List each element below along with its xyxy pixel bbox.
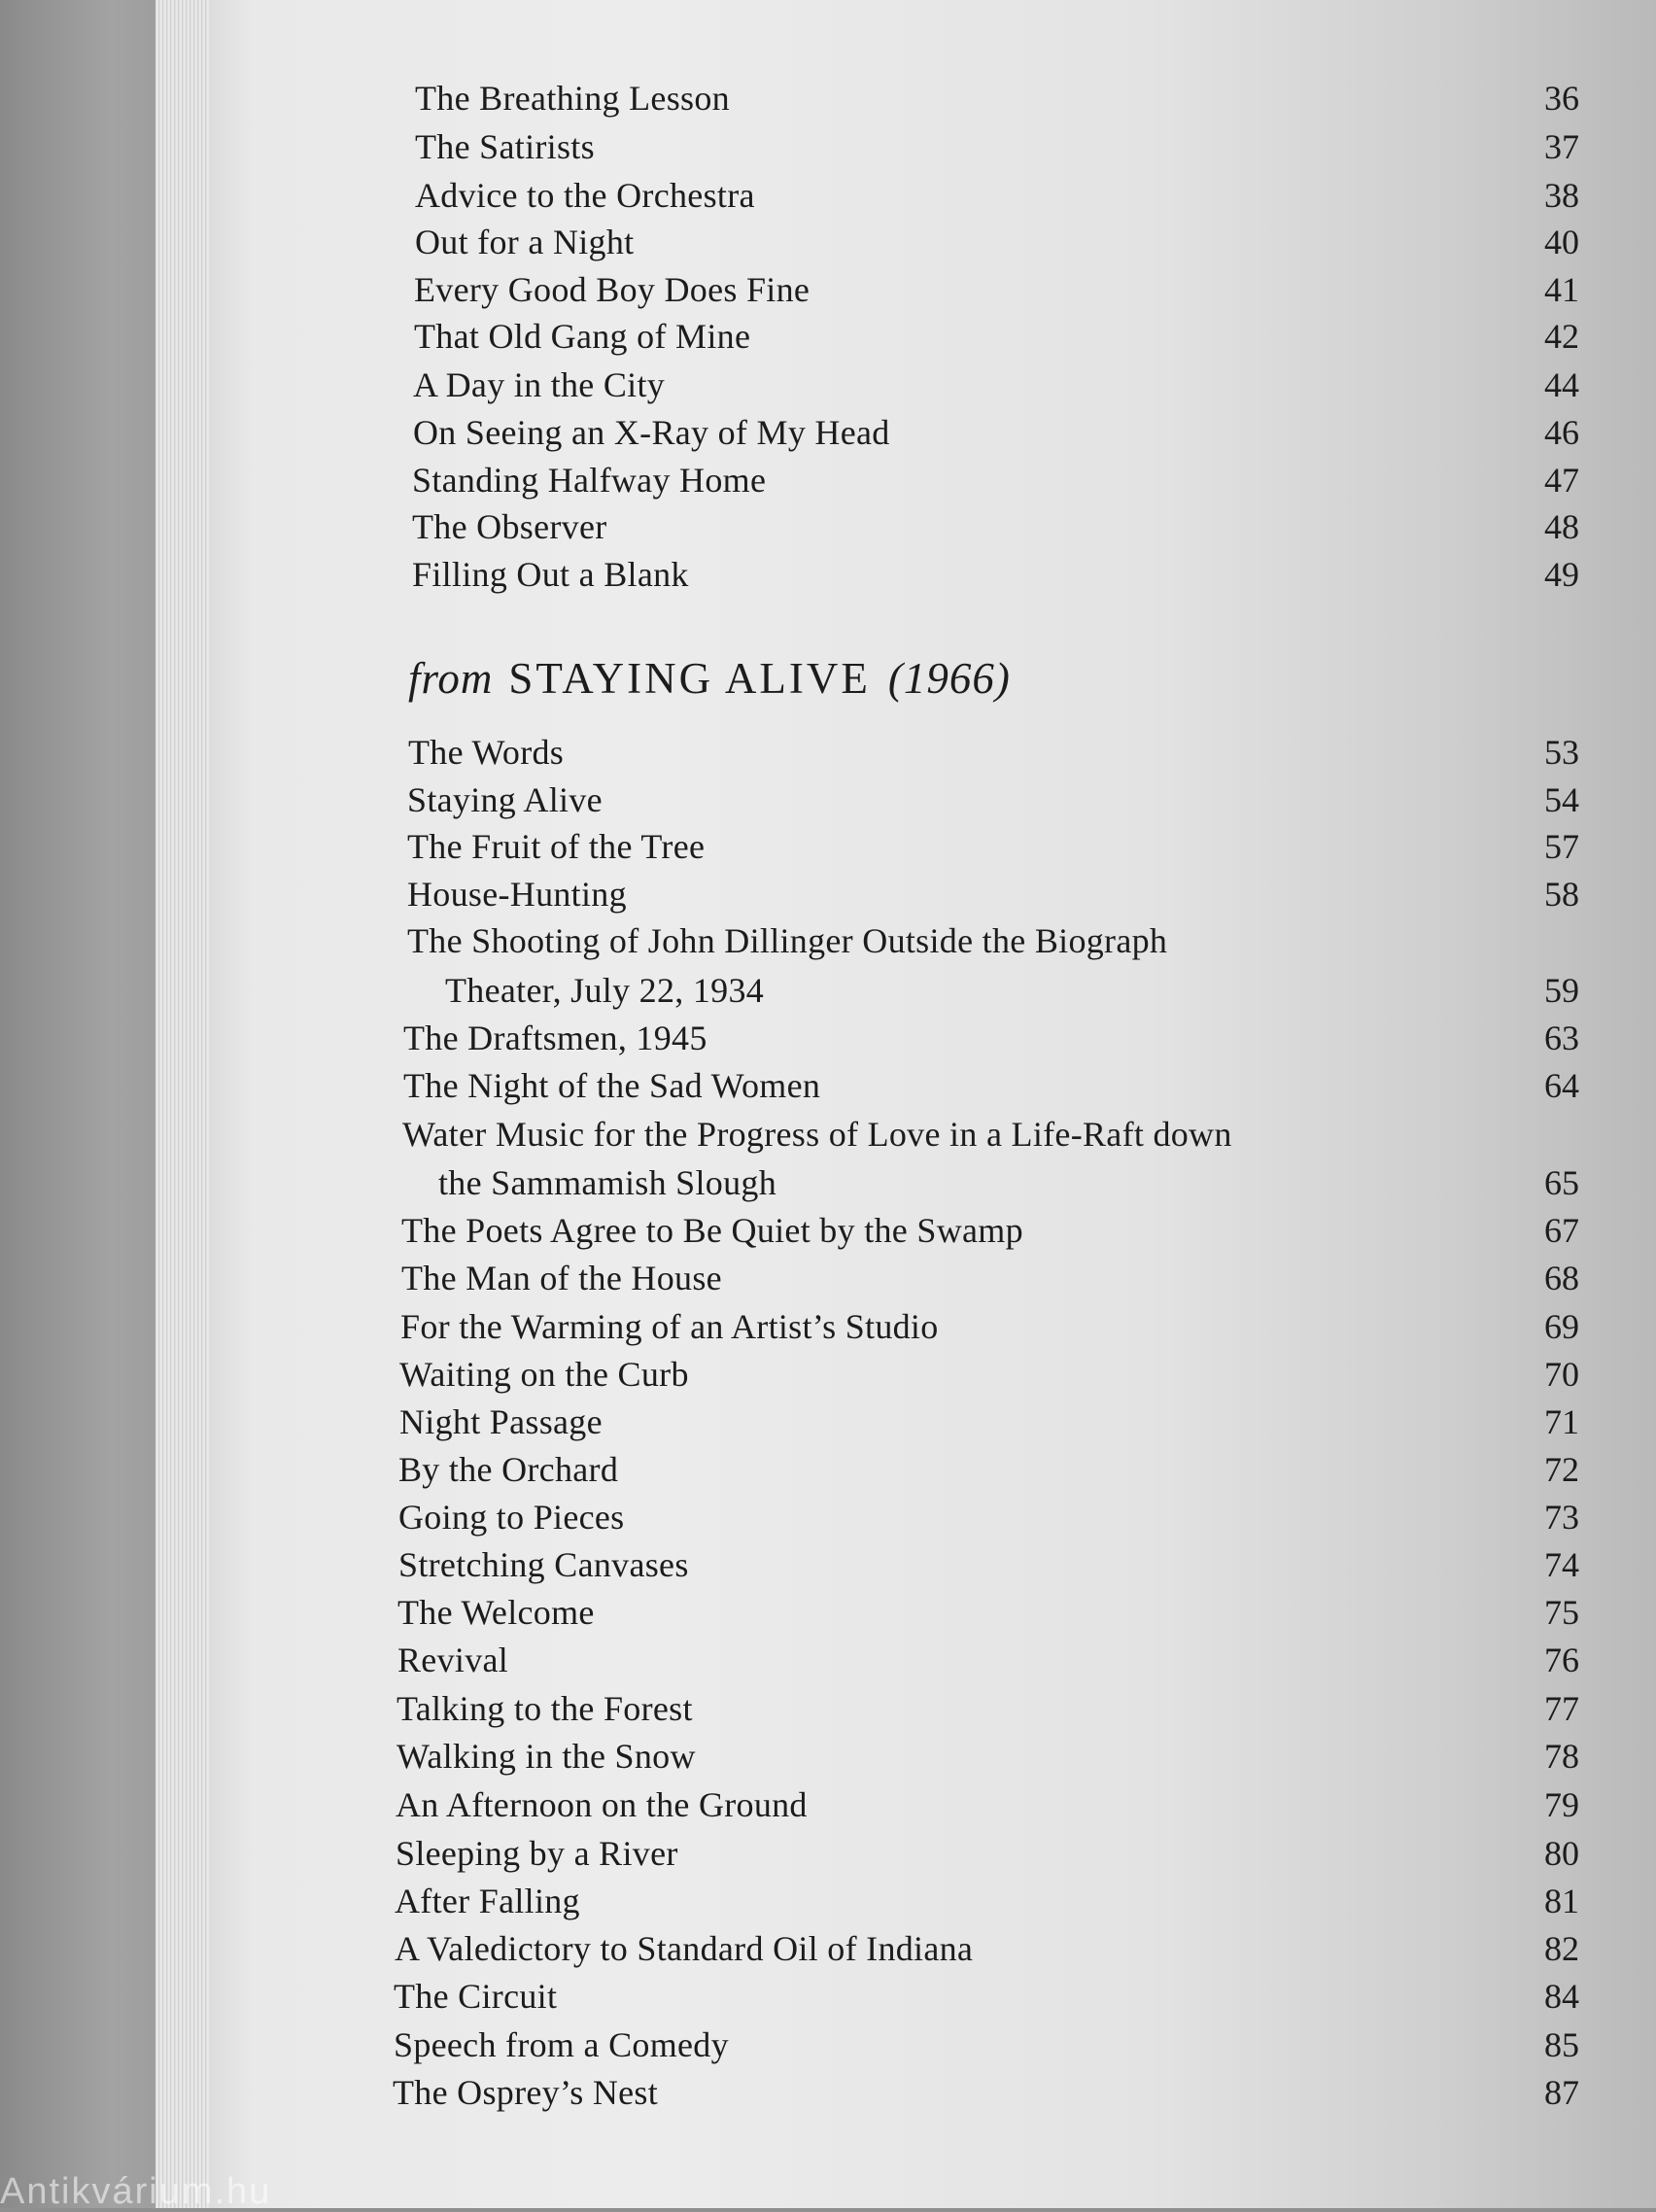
toc-entry-title: For the Warming of an Artist’s Studio bbox=[400, 1307, 939, 1346]
toc-entry-title: The Shooting of John Dillinger Outside the Biograph bbox=[407, 921, 1168, 960]
toc-entry-title: Advice to the Orchestra bbox=[415, 176, 755, 215]
section-heading bbox=[408, 649, 1011, 708]
toc-entry-title: The Satirists bbox=[415, 127, 595, 166]
toc-entry-page-number: 85 bbox=[1544, 2025, 1579, 2064]
toc-entry-page-number: 79 bbox=[1544, 1785, 1579, 1824]
toc-entry bbox=[209, 1782, 1656, 1827]
toc-entry-title: House-Hunting bbox=[407, 875, 627, 914]
toc-entry-page-number: 53 bbox=[1544, 733, 1579, 772]
toc-entry-title: Night Passage bbox=[399, 1402, 603, 1441]
toc-entry bbox=[209, 1831, 1656, 1876]
toc-entry-page-number: 76 bbox=[1544, 1641, 1579, 1679]
toc-entry-page-number: 44 bbox=[1544, 365, 1579, 404]
toc-entry bbox=[209, 552, 1656, 597]
toc-entry bbox=[209, 314, 1656, 359]
toc-entry-page-number: 67 bbox=[1544, 1211, 1579, 1250]
toc-entry-page-number: 75 bbox=[1544, 1593, 1579, 1632]
toc-entry-title: The Osprey’s Nest bbox=[393, 2073, 659, 2112]
toc-entry-title: The Welcome bbox=[397, 1593, 595, 1632]
watermark: Antikvárium.hu bbox=[0, 2171, 272, 2212]
toc-entry-page-number: 63 bbox=[1544, 1019, 1579, 1057]
toc-entry bbox=[209, 1160, 1656, 1205]
toc-entry-title: The Man of the House bbox=[401, 1259, 722, 1297]
toc-entry bbox=[209, 1447, 1656, 1492]
section-year: (1966) bbox=[887, 654, 1011, 703]
toc-entry-page-number: 37 bbox=[1544, 127, 1579, 166]
toc-entry bbox=[209, 1879, 1656, 1923]
toc-entry-page-number: 82 bbox=[1544, 1929, 1579, 1968]
toc-entry bbox=[209, 968, 1656, 1013]
toc-entry-page-number: 81 bbox=[1544, 1882, 1579, 1920]
toc-entry-title: Every Good Boy Does Fine bbox=[414, 270, 811, 309]
toc-entry-page-number: 87 bbox=[1544, 2073, 1579, 2112]
toc-entry bbox=[209, 1016, 1656, 1060]
toc-entry-title: The Poets Agree to Be Quiet by the Swamp bbox=[401, 1211, 1023, 1250]
toc-entry-title: The Observer bbox=[412, 507, 607, 546]
toc-entry-title: Revival bbox=[397, 1641, 509, 1679]
toc-entry-title: Talking to the Forest bbox=[397, 1689, 693, 1728]
toc-entry-page-number: 69 bbox=[1544, 1307, 1579, 1346]
toc-entry-page-number: 36 bbox=[1544, 79, 1579, 118]
toc-entry bbox=[209, 410, 1656, 455]
toc-entry bbox=[209, 1256, 1656, 1300]
toc-entry-page-number: 65 bbox=[1544, 1163, 1579, 1202]
toc-entry-title: That Old Gang of Mine bbox=[414, 317, 751, 356]
book-page bbox=[209, 0, 1656, 2208]
toc-entry-page-number: 80 bbox=[1544, 1834, 1579, 1873]
toc-entry bbox=[209, 267, 1656, 312]
toc-entry-title: the Sammamish Slough bbox=[438, 1163, 776, 1202]
toc-entry bbox=[209, 1208, 1656, 1253]
toc-entry-title: Waiting on the Curb bbox=[399, 1355, 689, 1394]
section-title: STAYING ALIVE bbox=[508, 654, 871, 703]
toc-entry-title: A Day in the City bbox=[413, 365, 666, 404]
toc-entry-page-number: 68 bbox=[1544, 1259, 1579, 1297]
toc-entry bbox=[209, 2070, 1656, 2115]
toc-entry-title: Sleeping by a River bbox=[396, 1834, 678, 1873]
toc-entry-page-number: 40 bbox=[1544, 223, 1579, 261]
toc-entry-title: The Breathing Lesson bbox=[415, 79, 730, 118]
toc-entry-page-number: 58 bbox=[1544, 875, 1579, 914]
toc-entry-page-number: 57 bbox=[1544, 827, 1579, 866]
toc-entry bbox=[209, 1304, 1656, 1349]
toc-entry-page-number: 42 bbox=[1544, 317, 1579, 356]
toc-entry bbox=[209, 1686, 1656, 1731]
toc-entry bbox=[209, 1063, 1656, 1108]
toc-entry bbox=[209, 824, 1656, 869]
toc-entry bbox=[209, 1974, 1656, 2019]
toc-entry bbox=[209, 124, 1656, 169]
toc-entry bbox=[209, 1590, 1656, 1635]
toc-entry-page-number: 64 bbox=[1544, 1066, 1579, 1105]
toc-entry-page-number: 70 bbox=[1544, 1355, 1579, 1394]
toc-entry-title: The Circuit bbox=[394, 1977, 558, 2016]
toc-entry-title: By the Orchard bbox=[398, 1450, 619, 1489]
toc-entry-title: Water Music for the Progress of Love in a Life-Raft down bbox=[402, 1115, 1232, 1154]
toc-entry-page-number: 46 bbox=[1544, 413, 1579, 452]
toc-entry-page-number: 72 bbox=[1544, 1450, 1579, 1489]
toc-entry bbox=[209, 504, 1656, 549]
toc-entry-page-number: 73 bbox=[1544, 1498, 1579, 1537]
toc-entry-page-number: 41 bbox=[1544, 270, 1579, 309]
table-of-contents bbox=[209, 0, 1656, 2208]
toc-entry-page-number: 49 bbox=[1544, 555, 1579, 594]
toc-entry-title: On Seeing an X-Ray of My Head bbox=[413, 413, 890, 452]
toc-entry-page-number: 48 bbox=[1544, 507, 1579, 546]
toc-entry bbox=[209, 1495, 1656, 1539]
toc-entry bbox=[209, 1352, 1656, 1397]
toc-entry-title: Staying Alive bbox=[407, 780, 603, 819]
toc-entry bbox=[209, 872, 1656, 916]
toc-entry-title: Speech from a Comedy bbox=[394, 2025, 729, 2064]
toc-entry bbox=[209, 173, 1656, 218]
toc-entry-title: A Valedictory to Standard Oil of Indiana bbox=[395, 1929, 974, 1968]
toc-entry-title: Stretching Canvases bbox=[398, 1545, 689, 1584]
toc-entry-page-number: 38 bbox=[1544, 176, 1579, 215]
toc-entry bbox=[209, 1734, 1656, 1779]
toc-entry-page-number: 47 bbox=[1544, 461, 1579, 500]
toc-entry bbox=[209, 1112, 1656, 1157]
toc-entry bbox=[209, 458, 1656, 502]
toc-entry-title: Walking in the Snow bbox=[397, 1737, 696, 1776]
toc-entry-page-number: 71 bbox=[1544, 1402, 1579, 1441]
toc-entry bbox=[209, 76, 1656, 121]
toc-entry bbox=[209, 730, 1656, 775]
toc-entry-title: The Night of the Sad Women bbox=[403, 1066, 821, 1105]
toc-entry-page-number: 77 bbox=[1544, 1689, 1579, 1728]
toc-entry bbox=[209, 2022, 1656, 2067]
toc-entry-page-number: 84 bbox=[1544, 1977, 1579, 2016]
toc-entry bbox=[209, 1542, 1656, 1587]
toc-entry-title: Out for a Night bbox=[415, 223, 635, 261]
toc-entry-title: Filling Out a Blank bbox=[412, 555, 689, 594]
toc-entry bbox=[209, 1926, 1656, 1971]
toc-entry bbox=[209, 1638, 1656, 1682]
toc-entry bbox=[209, 1400, 1656, 1444]
toc-entry-title: An Afternoon on the Ground bbox=[396, 1785, 808, 1824]
toc-entry-title: The Words bbox=[408, 733, 565, 772]
toc-entry bbox=[209, 363, 1656, 407]
toc-entry-title: Standing Halfway Home bbox=[412, 461, 767, 500]
toc-entry bbox=[209, 918, 1656, 963]
toc-entry-title: Theater, July 22, 1934 bbox=[445, 971, 765, 1010]
toc-entry-page-number: 78 bbox=[1544, 1737, 1579, 1776]
toc-entry bbox=[209, 778, 1656, 822]
toc-entry-page-number: 59 bbox=[1544, 971, 1579, 1010]
toc-entry bbox=[209, 220, 1656, 264]
toc-entry-title: The Draftsmen, 1945 bbox=[403, 1019, 707, 1057]
toc-entry-page-number: 54 bbox=[1544, 780, 1579, 819]
section-from: from bbox=[408, 654, 494, 703]
toc-entry-title: Going to Pieces bbox=[398, 1498, 625, 1537]
toc-entry-title: The Fruit of the Tree bbox=[407, 827, 706, 866]
toc-entry-title: After Falling bbox=[395, 1882, 580, 1920]
toc-entry-page-number: 74 bbox=[1544, 1545, 1579, 1584]
